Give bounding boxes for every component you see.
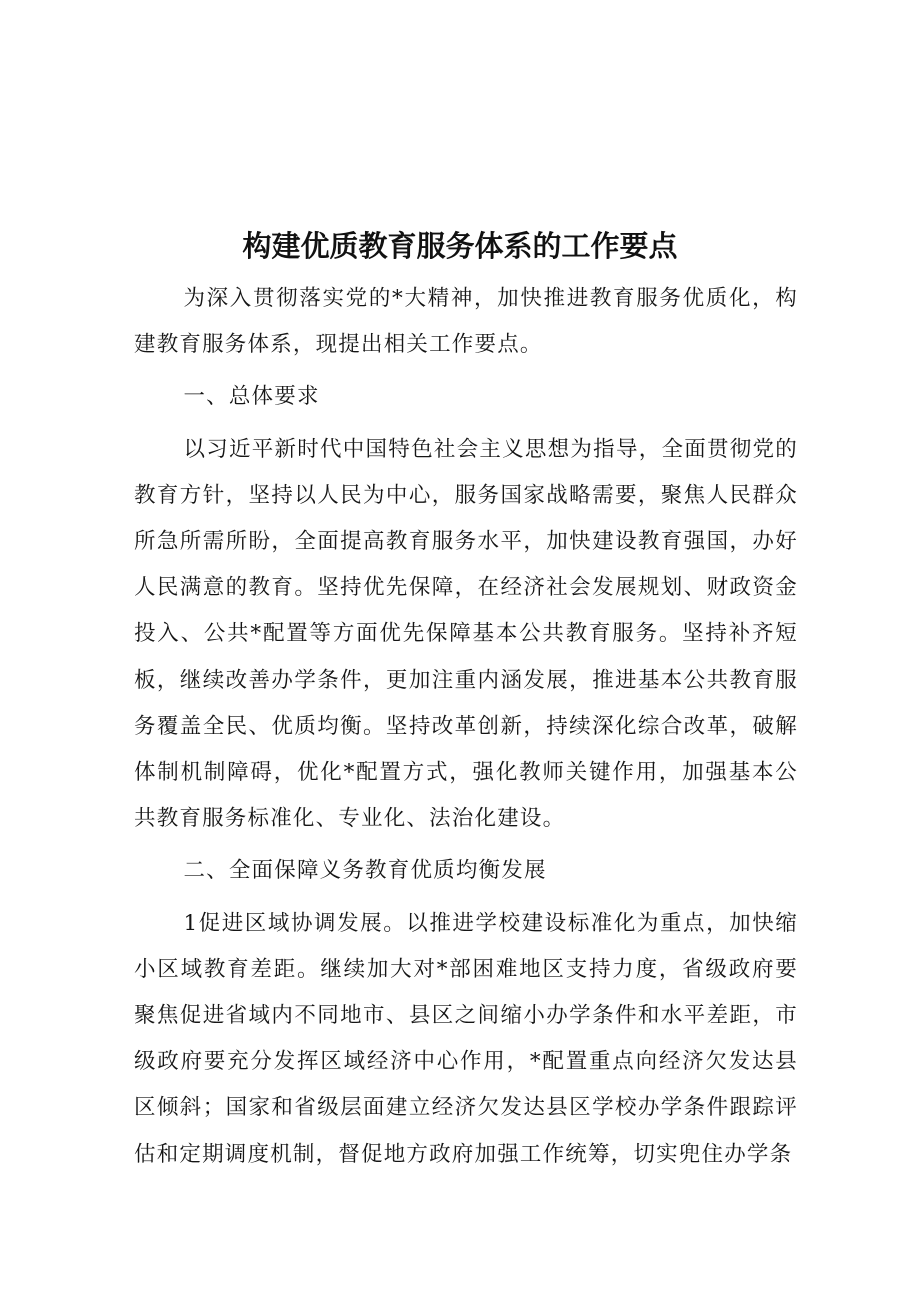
section1-paragraph: 以习近平新时代中国特色社会主义思想为指导，全面贯彻党的教育方针，坚持以人民为中心，服务国家战略需要，聚焦人民群众所急所需所盼，全面提高教育服务水平，加快建设教育强国，办好人民满意的教育。坚持优先保障，在经济社会发展规划、财政资金投入、公共*配置等方面优先保障基本公共教育服务。坚持补齐短板，继续改善办学条件，更加注重内涵发展，推进基本公共教育服务覆盖全民、优质均衡。坚持改革创新，持续深化综合改革，破解体制机制障碍，优化*配置方式，强化教师关键作用，加强基本公共教育服务标准化、专业化、法治化建设。 — [134, 436, 798, 832]
document-title: 构建优质教育服务体系的工作要点 — [242, 229, 678, 263]
section1-heading: 一、总体要求 — [183, 384, 320, 410]
intro-paragraph: 为深入贯彻落实党的*大精神，加快推进教育服务优质化，构建教育服务体系，现提出相关工作要点。 — [134, 286, 798, 358]
document-body — [134, 276, 798, 1178]
section2-item1-paragraph: 1促进区域协调发展。以推进学校建设标准化为重点，加快缩小区域教育差距。继续加大对*部困难地区支持力度，省级政府要聚焦促进省域内不同地市、县区之间缩小办学条件和水平差距，市级政府要充分发挥区域经济中心作用，*配置重点向经济欠发达县区倾斜；国家和省级层面建立经济欠发达县区学校办学条件跟踪评估和定期调度机制，督促地方政府加强工作统筹，切实兜住办学条 — [134, 910, 798, 1167]
section2-heading: 二、全面保障义务教育优质均衡发展 — [183, 858, 547, 884]
